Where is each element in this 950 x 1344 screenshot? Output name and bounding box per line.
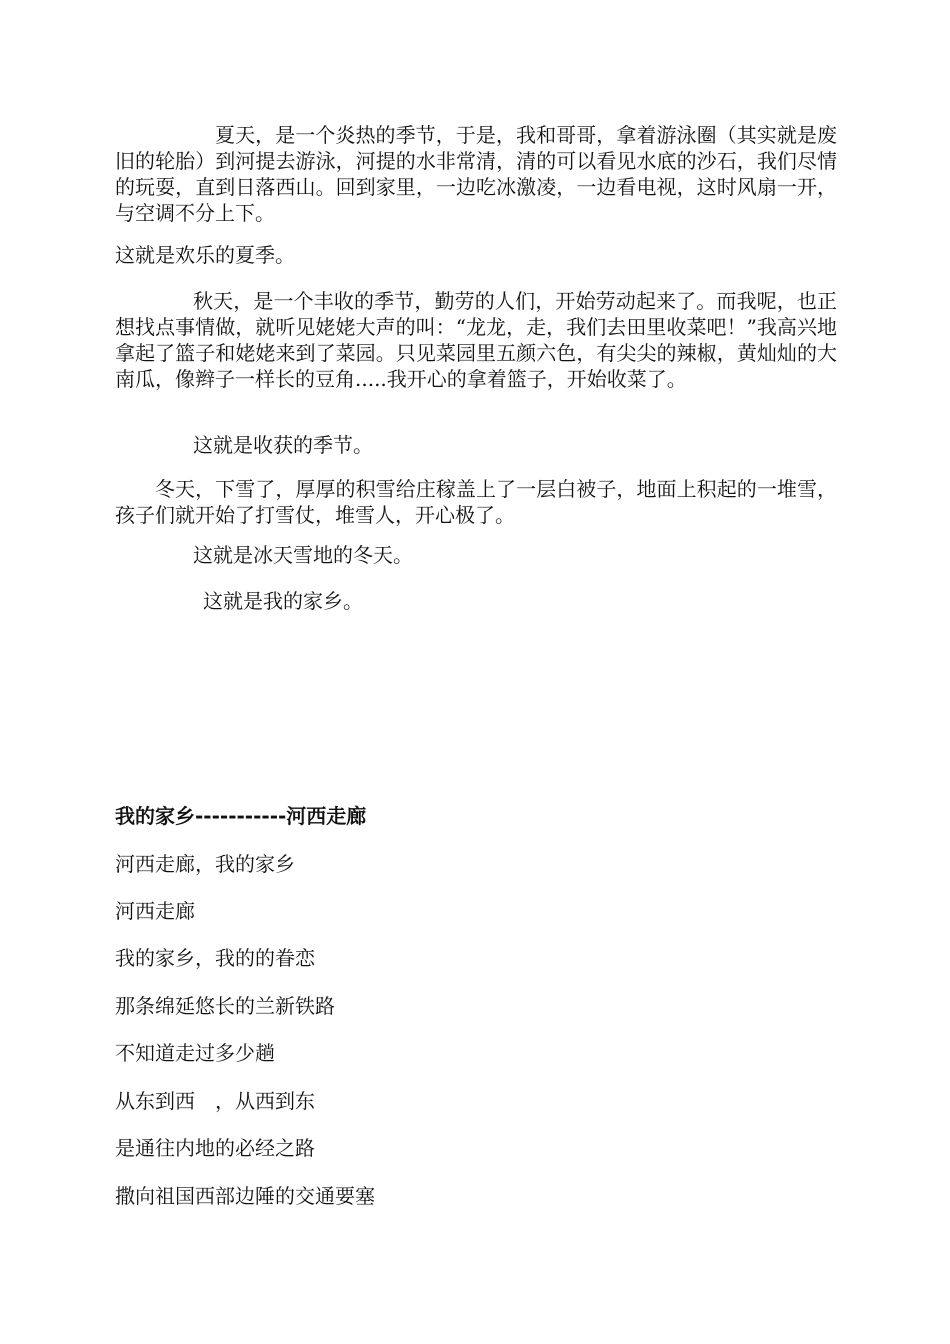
poem-title: 我的家乡-----------河西走廊 bbox=[115, 804, 367, 828]
winter-paragraph: 冬天，下雪了，厚厚的积雪给庄稼盖上了一层白被子，地面上积起的一堆雪，孩子们就开始了打雪仗，堆雪人，开心极了。 bbox=[115, 477, 837, 527]
summer-conclusion: 这就是欢乐的夏季。 bbox=[115, 243, 295, 267]
poem-line: 是通往内地的必经之路 bbox=[115, 1136, 315, 1160]
summer-paragraph: 夏天，是一个炎热的季节，于是，我和哥哥，拿着游泳圈（其实就是废旧的轮胎）到河提去游泳，河提的水非常清，清的可以看见水底的沙石，我们尽情的玩耍，直到日落西山。回到家里，一边吃冰激凌，一边看电视，这时风扇一开，与空调不分上下。 bbox=[115, 123, 837, 225]
poem-line: 不知道走过多少趟 bbox=[115, 1041, 275, 1065]
poem-line: 撒向祖国西部边陲的交通要塞 bbox=[115, 1184, 375, 1208]
poem-line: 河西走廊 bbox=[115, 899, 195, 923]
winter-conclusion: 这就是冰天雪地的冬天。 bbox=[193, 543, 413, 567]
autumn-conclusion: 这就是收获的季节。 bbox=[193, 433, 373, 457]
poem-line: 从东到西 ，从西到东 bbox=[115, 1089, 315, 1113]
final-conclusion: 这就是我的家乡。 bbox=[203, 589, 363, 613]
poem-line: 我的家乡，我的的眷恋 bbox=[115, 946, 315, 970]
autumn-paragraph: 秋天，是一个丰收的季节，勤劳的人们，开始劳动起来了。而我呢，也正想找点事情做，就听见姥姥大声的叫：“龙龙，走，我们去田里收菜吧！”我高兴地拿起了篮子和姥姥来到了菜园。只见菜园里五颜六色，有尖尖的辣椒，黄灿灿的大南瓜，像辫子一样长的豆角.....我开心的拿着篮子，开始收菜了。 bbox=[115, 289, 837, 391]
poem-line: 河西走廊，我的家乡 bbox=[115, 852, 295, 876]
poem-line: 那条绵延悠长的兰新铁路 bbox=[115, 994, 335, 1018]
